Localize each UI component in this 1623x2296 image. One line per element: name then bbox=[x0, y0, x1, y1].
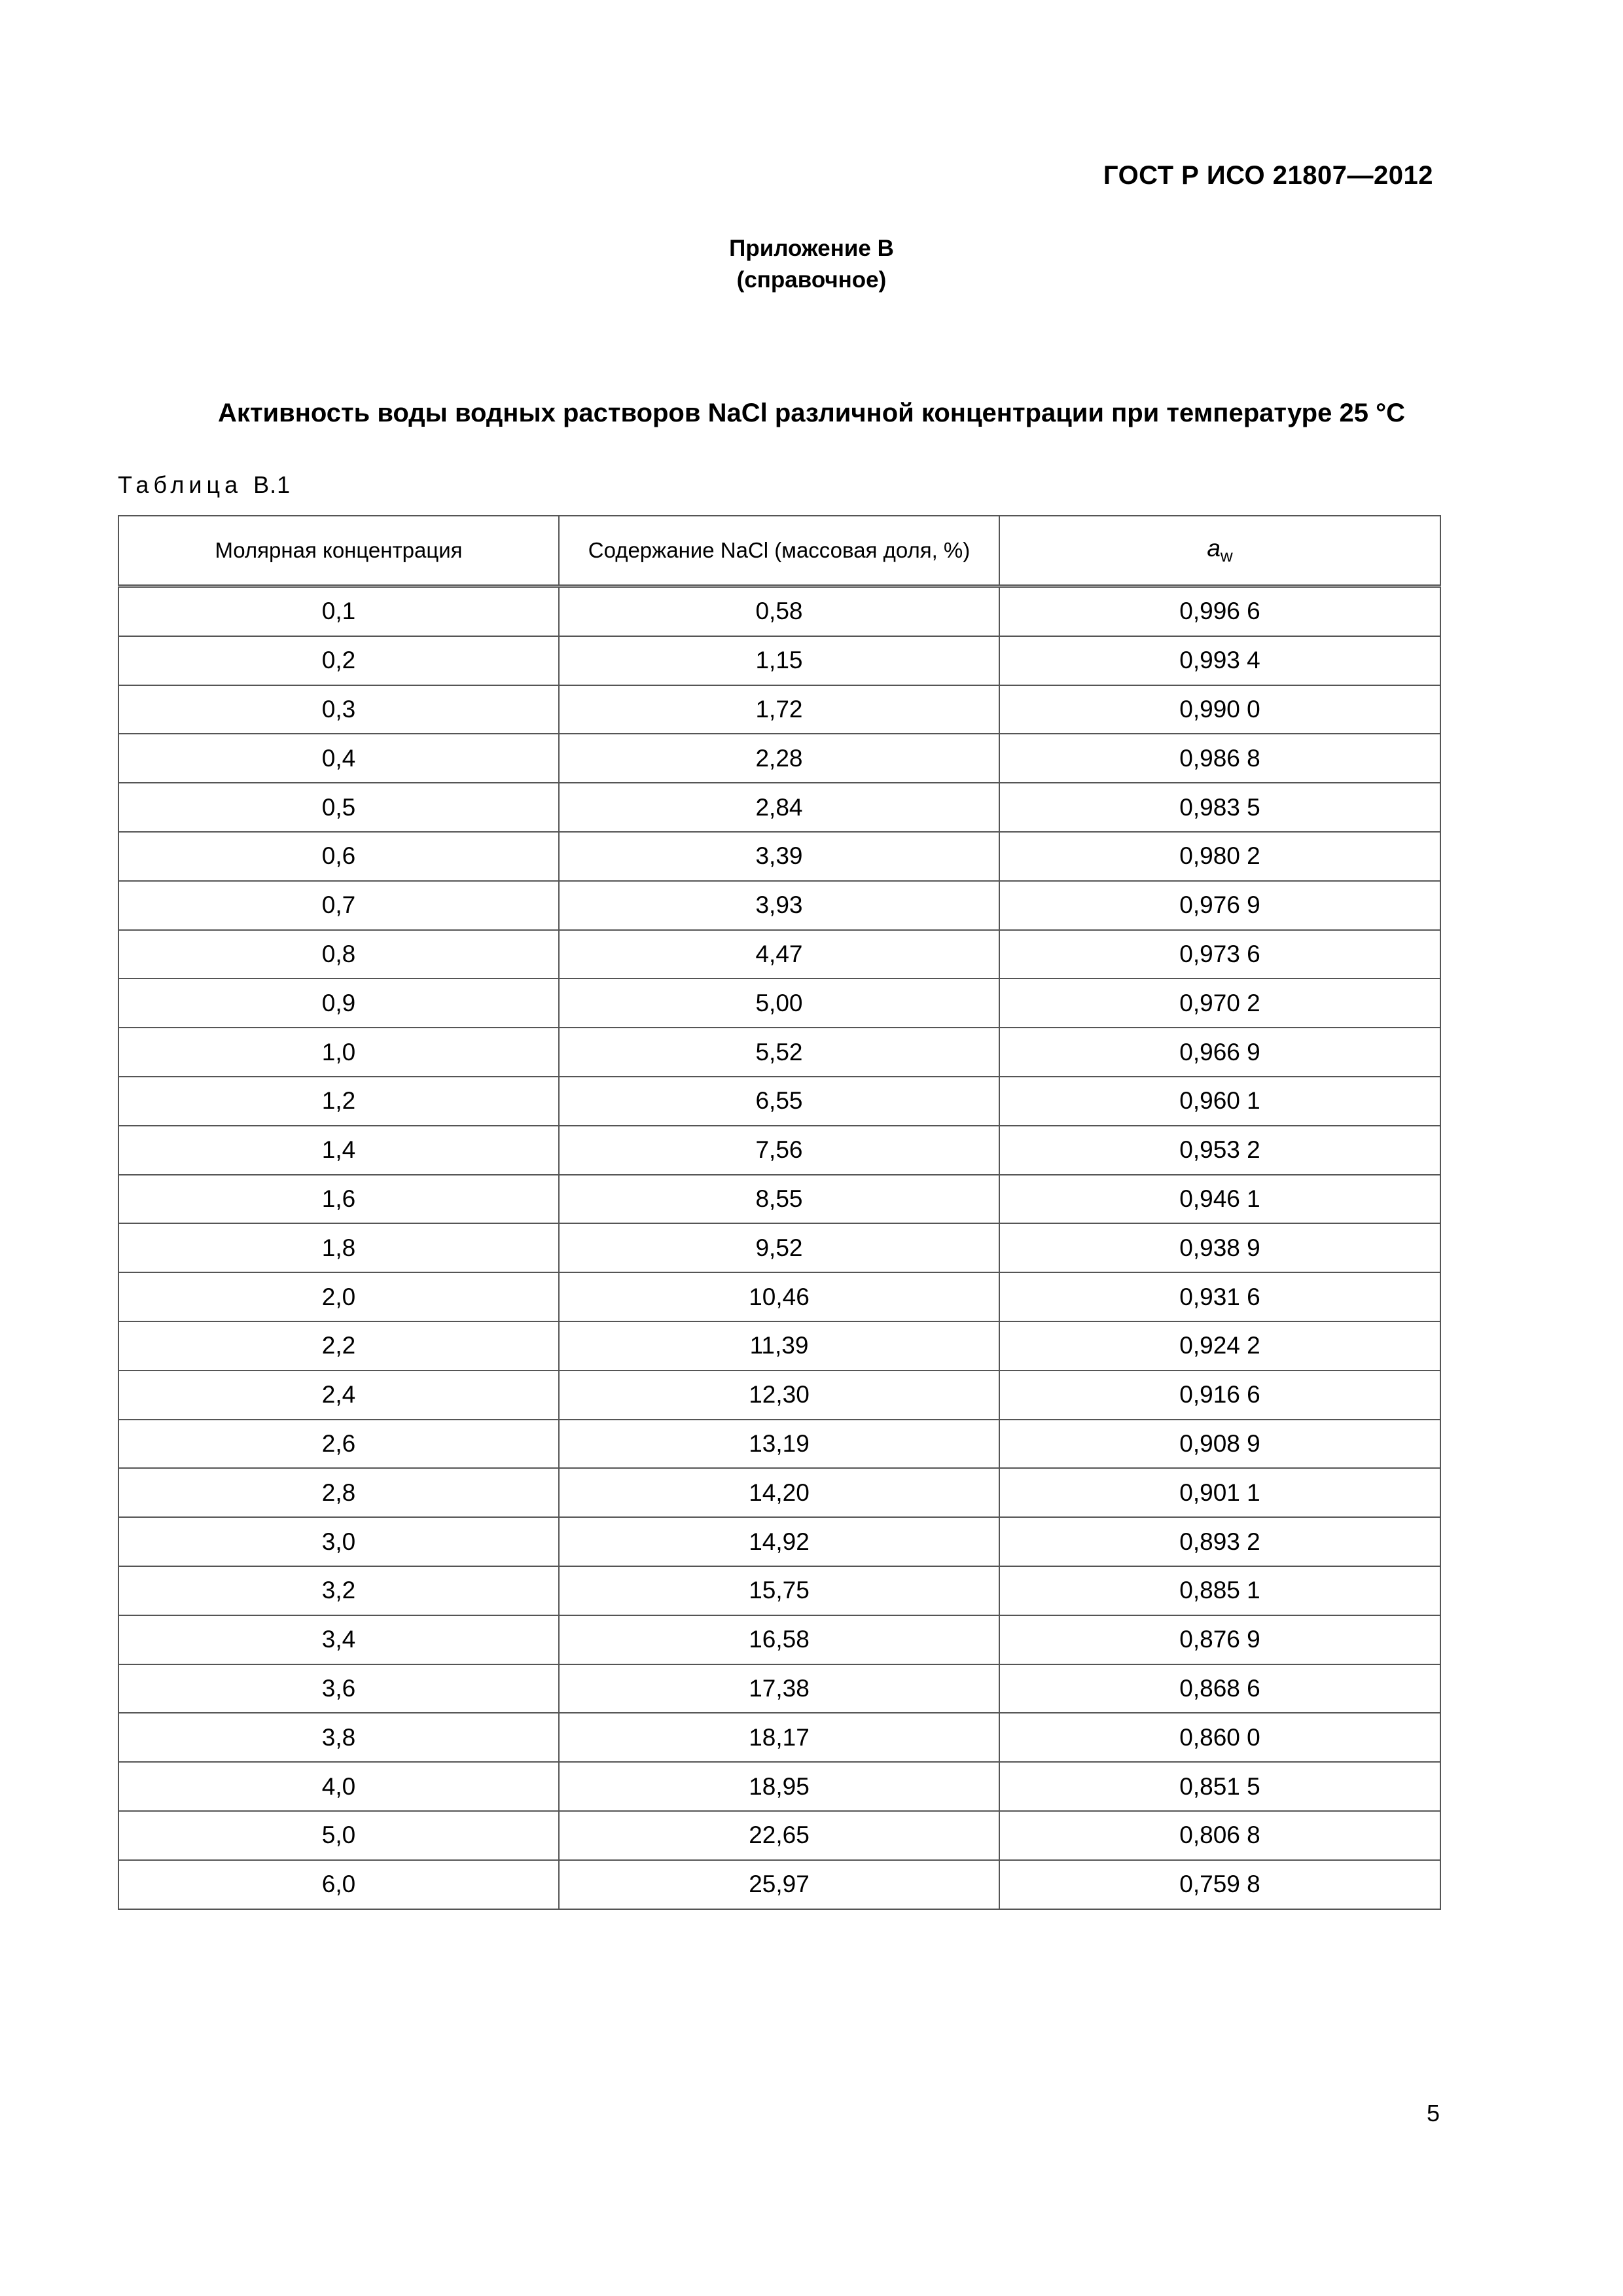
cell-molar-concentration: 3,8 bbox=[118, 1713, 559, 1762]
cell-water-activity: 0,990 0 bbox=[999, 685, 1440, 734]
cell-water-activity: 0,860 0 bbox=[999, 1713, 1440, 1762]
table-row bbox=[118, 1028, 1440, 1077]
header-water-activity bbox=[999, 516, 1440, 586]
cell-water-activity: 0,970 2 bbox=[999, 978, 1440, 1028]
water-activity-subscript: w bbox=[1220, 546, 1233, 565]
table-row bbox=[118, 1713, 1440, 1762]
table-row bbox=[118, 586, 1440, 636]
cell-nacl-content: 16,58 bbox=[559, 1615, 999, 1664]
cell-water-activity: 0,916 6 bbox=[999, 1371, 1440, 1420]
table-row bbox=[118, 1272, 1440, 1321]
cell-nacl-content: 3,39 bbox=[559, 832, 999, 881]
cell-nacl-content: 8,55 bbox=[559, 1175, 999, 1224]
table-label bbox=[118, 471, 291, 499]
cell-nacl-content: 7,56 bbox=[559, 1126, 999, 1175]
cell-nacl-content: 9,52 bbox=[559, 1223, 999, 1272]
table-row bbox=[118, 978, 1440, 1028]
cell-nacl-content: 15,75 bbox=[559, 1566, 999, 1615]
cell-molar-concentration: 1,2 bbox=[118, 1077, 559, 1126]
cell-water-activity: 0,986 8 bbox=[999, 734, 1440, 783]
cell-water-activity: 0,946 1 bbox=[999, 1175, 1440, 1224]
cell-molar-concentration: 1,0 bbox=[118, 1028, 559, 1077]
table-row bbox=[118, 636, 1440, 685]
table-row bbox=[118, 1664, 1440, 1713]
cell-water-activity: 0,996 6 bbox=[999, 586, 1440, 636]
cell-water-activity: 0,806 8 bbox=[999, 1811, 1440, 1860]
cell-water-activity: 0,901 1 bbox=[999, 1468, 1440, 1517]
cell-nacl-content: 1,15 bbox=[559, 636, 999, 685]
cell-nacl-content: 25,97 bbox=[559, 1860, 999, 1909]
cell-nacl-content: 18,17 bbox=[559, 1713, 999, 1762]
cell-molar-concentration: 0,8 bbox=[118, 930, 559, 979]
cell-nacl-content: 3,93 bbox=[559, 881, 999, 930]
table-body bbox=[118, 586, 1440, 1909]
cell-water-activity: 0,973 6 bbox=[999, 930, 1440, 979]
page-number: 5 bbox=[1426, 2100, 1440, 2126]
cell-molar-concentration: 3,2 bbox=[118, 1566, 559, 1615]
table-row bbox=[118, 1615, 1440, 1664]
cell-molar-concentration: 5,0 bbox=[118, 1811, 559, 1860]
cell-nacl-content: 6,55 bbox=[559, 1077, 999, 1126]
cell-water-activity: 0,966 9 bbox=[999, 1028, 1440, 1077]
cell-nacl-content: 1,72 bbox=[559, 685, 999, 734]
table-row bbox=[118, 1566, 1440, 1615]
cell-nacl-content: 0,58 bbox=[559, 586, 999, 636]
cell-water-activity: 0,980 2 bbox=[999, 832, 1440, 881]
cell-molar-concentration: 6,0 bbox=[118, 1860, 559, 1909]
cell-nacl-content: 22,65 bbox=[559, 1811, 999, 1860]
cell-molar-concentration: 3,0 bbox=[118, 1517, 559, 1566]
cell-molar-concentration: 2,6 bbox=[118, 1420, 559, 1469]
cell-water-activity: 0,868 6 bbox=[999, 1664, 1440, 1713]
table-row bbox=[118, 1517, 1440, 1566]
table-row bbox=[118, 783, 1440, 832]
table-row bbox=[118, 1126, 1440, 1175]
cell-molar-concentration: 0,7 bbox=[118, 881, 559, 930]
header-nacl-content: Содержание NaCl (массовая доля, %) bbox=[559, 516, 999, 586]
table-row bbox=[118, 685, 1440, 734]
cell-molar-concentration: 0,9 bbox=[118, 978, 559, 1028]
cell-molar-concentration: 2,2 bbox=[118, 1321, 559, 1371]
cell-molar-concentration: 0,6 bbox=[118, 832, 559, 881]
table-row bbox=[118, 1175, 1440, 1224]
cell-nacl-content: 13,19 bbox=[559, 1420, 999, 1469]
cell-nacl-content: 12,30 bbox=[559, 1371, 999, 1420]
table-row bbox=[118, 1321, 1440, 1371]
cell-nacl-content: 2,28 bbox=[559, 734, 999, 783]
cell-molar-concentration: 0,1 bbox=[118, 586, 559, 636]
cell-molar-concentration: 3,4 bbox=[118, 1615, 559, 1664]
cell-nacl-content: 2,84 bbox=[559, 783, 999, 832]
cell-molar-concentration: 4,0 bbox=[118, 1762, 559, 1811]
cell-water-activity: 0,983 5 bbox=[999, 783, 1440, 832]
cell-nacl-content: 17,38 bbox=[559, 1664, 999, 1713]
cell-water-activity: 0,876 9 bbox=[999, 1615, 1440, 1664]
cell-water-activity: 0,953 2 bbox=[999, 1126, 1440, 1175]
appendix-title: Приложение В bbox=[729, 236, 894, 261]
appendix-subtitle: (справочное) bbox=[736, 267, 887, 293]
cell-water-activity: 0,893 2 bbox=[999, 1517, 1440, 1566]
cell-nacl-content: 11,39 bbox=[559, 1321, 999, 1371]
document-code: ГОСТ Р ИСО 21807—2012 bbox=[1103, 161, 1433, 190]
cell-molar-concentration: 0,2 bbox=[118, 636, 559, 685]
table-row bbox=[118, 1420, 1440, 1469]
table-row bbox=[118, 832, 1440, 881]
cell-nacl-content: 18,95 bbox=[559, 1762, 999, 1811]
cell-water-activity: 0,851 5 bbox=[999, 1762, 1440, 1811]
table-row bbox=[118, 930, 1440, 979]
cell-water-activity: 0,908 9 bbox=[999, 1420, 1440, 1469]
cell-molar-concentration: 2,0 bbox=[118, 1272, 559, 1321]
cell-water-activity: 0,960 1 bbox=[999, 1077, 1440, 1126]
table-row bbox=[118, 1860, 1440, 1909]
cell-water-activity: 0,931 6 bbox=[999, 1272, 1440, 1321]
cell-nacl-content: 14,20 bbox=[559, 1468, 999, 1517]
cell-nacl-content: 5,52 bbox=[559, 1028, 999, 1077]
cell-nacl-content: 14,92 bbox=[559, 1517, 999, 1566]
section-title: Активность воды водных растворов NaCl различной концентрации при температуре 25 °С bbox=[218, 399, 1405, 427]
cell-nacl-content: 4,47 bbox=[559, 930, 999, 979]
table-row bbox=[118, 881, 1440, 930]
cell-molar-concentration: 3,6 bbox=[118, 1664, 559, 1713]
cell-nacl-content: 10,46 bbox=[559, 1272, 999, 1321]
table-row bbox=[118, 734, 1440, 783]
cell-molar-concentration: 0,4 bbox=[118, 734, 559, 783]
cell-molar-concentration: 1,6 bbox=[118, 1175, 559, 1224]
cell-molar-concentration: 2,8 bbox=[118, 1468, 559, 1517]
table-label-number: В.1 bbox=[253, 471, 291, 498]
cell-molar-concentration: 1,8 bbox=[118, 1223, 559, 1272]
water-activity-symbol: a bbox=[1207, 535, 1221, 562]
table-label-prefix: Таблица bbox=[118, 471, 243, 498]
cell-nacl-content: 5,00 bbox=[559, 978, 999, 1028]
table-row bbox=[118, 1468, 1440, 1517]
cell-molar-concentration: 0,5 bbox=[118, 783, 559, 832]
table-row bbox=[118, 1223, 1440, 1272]
cell-water-activity: 0,924 2 bbox=[999, 1321, 1440, 1371]
table-row bbox=[118, 1371, 1440, 1420]
data-table bbox=[118, 515, 1441, 1910]
cell-molar-concentration: 2,4 bbox=[118, 1371, 559, 1420]
table-row bbox=[118, 1077, 1440, 1126]
table-row bbox=[118, 1811, 1440, 1860]
appendix-heading bbox=[0, 233, 1623, 296]
cell-water-activity: 0,938 9 bbox=[999, 1223, 1440, 1272]
table-row bbox=[118, 1762, 1440, 1811]
table-header-row bbox=[118, 516, 1440, 586]
cell-water-activity: 0,885 1 bbox=[999, 1566, 1440, 1615]
cell-molar-concentration: 1,4 bbox=[118, 1126, 559, 1175]
cell-molar-concentration: 0,3 bbox=[118, 685, 559, 734]
header-molar-concentration: Молярная концентрация bbox=[118, 516, 559, 586]
cell-water-activity: 0,993 4 bbox=[999, 636, 1440, 685]
cell-water-activity: 0,759 8 bbox=[999, 1860, 1440, 1909]
cell-water-activity: 0,976 9 bbox=[999, 881, 1440, 930]
